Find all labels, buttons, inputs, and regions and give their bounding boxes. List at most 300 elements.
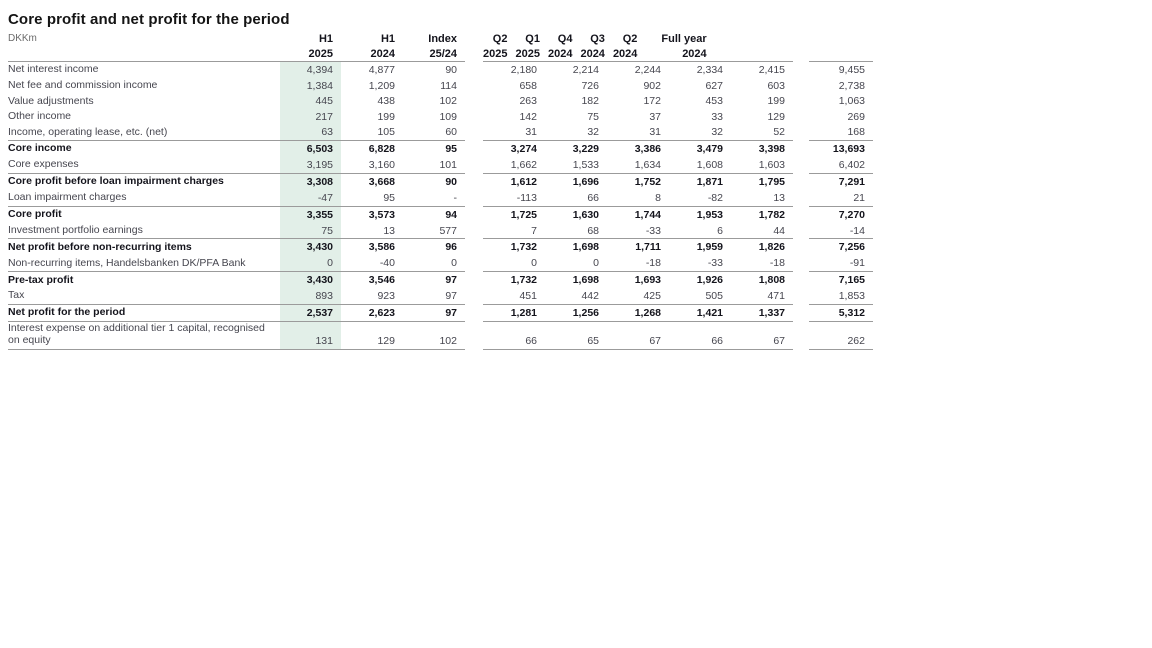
value-cell: 893 xyxy=(280,288,341,303)
column-gap xyxy=(793,256,809,271)
value-cell: 0 xyxy=(280,256,341,271)
value-cell: 0 xyxy=(531,257,537,270)
header-line1: Full year xyxy=(661,33,707,45)
table-row xyxy=(8,321,873,349)
header-line1: H1 xyxy=(318,33,333,45)
value-cell: 0 xyxy=(451,257,457,270)
column-gap xyxy=(793,109,809,124)
value-cell: 66 xyxy=(587,191,599,204)
value-cell: 95 xyxy=(445,143,457,156)
value-cell: 90 xyxy=(445,64,457,77)
value-cell: 172 xyxy=(643,95,661,108)
value-cell: 1,853 xyxy=(838,290,865,303)
row-segment-quarters xyxy=(483,288,793,303)
value-cell: -14 xyxy=(849,224,865,237)
row-segment-quarters xyxy=(483,61,793,78)
value-cell: 5,312 xyxy=(838,307,865,320)
value-cell: 7,291 xyxy=(838,175,865,188)
value-cell: 66 xyxy=(525,335,537,348)
value-cell: 1,698 xyxy=(572,241,599,254)
value-cell: 1,384 xyxy=(280,78,341,93)
value-cell: 13 xyxy=(773,191,785,204)
value-cell: 105 xyxy=(377,126,395,139)
value-cell: 2,623 xyxy=(368,307,395,320)
row-label: Loan impairment charges xyxy=(8,191,127,204)
row-segment-fullyear xyxy=(809,61,873,78)
value-cell: -40 xyxy=(379,257,395,270)
column-gap xyxy=(465,238,483,255)
row-label: Interest expense on additional tier 1 capital, recognised on equity xyxy=(8,322,265,346)
value-cell: -91 xyxy=(849,257,865,270)
value-cell: 1,732 xyxy=(510,241,537,254)
value-cell: 1,268 xyxy=(634,307,661,320)
table-row xyxy=(8,223,873,238)
value-cell: 94 xyxy=(445,208,457,221)
row-segment-quarters xyxy=(483,94,793,109)
value-cell: 52 xyxy=(773,126,785,139)
value-cell: 97 xyxy=(445,307,457,320)
value-cell: 425 xyxy=(643,290,661,303)
value-cell: 263 xyxy=(519,95,537,108)
table-header xyxy=(8,32,873,61)
value-cell: 658 xyxy=(519,80,537,93)
row-segment-quarters xyxy=(483,349,793,350)
row-label: Net interest income xyxy=(8,63,99,76)
row-segment-left xyxy=(8,173,465,190)
table-body xyxy=(8,61,873,349)
row-segment-fullyear xyxy=(809,157,873,172)
value-cell: 902 xyxy=(643,80,661,93)
value-cell: 1,732 xyxy=(510,274,537,287)
row-label: Core profit xyxy=(8,207,62,220)
column-gap xyxy=(465,223,483,238)
value-cell: 6,503 xyxy=(280,141,341,157)
value-cell: 95 xyxy=(383,191,395,204)
value-cell: 442 xyxy=(581,290,599,303)
table-row xyxy=(8,61,873,78)
row-segment-left xyxy=(8,190,465,205)
value-cell: 2,180 xyxy=(510,64,537,77)
row-label: Other income xyxy=(8,110,72,123)
value-cell: 577 xyxy=(439,224,457,237)
value-cell: 262 xyxy=(847,335,865,348)
row-label: Value adjustments xyxy=(8,94,94,107)
row-segment-quarters xyxy=(483,304,793,321)
column-gap xyxy=(793,125,809,140)
value-cell: 129 xyxy=(767,110,785,123)
value-cell: 13 xyxy=(383,224,395,237)
table-row xyxy=(8,94,873,109)
value-cell: 3,195 xyxy=(280,157,341,172)
value-cell: 182 xyxy=(581,95,599,108)
column-gap xyxy=(465,94,483,109)
value-cell: -113 xyxy=(516,191,537,204)
row-label: Net profit before non-recurring items xyxy=(8,240,192,253)
table-row xyxy=(8,304,873,321)
value-cell: 75 xyxy=(587,110,599,123)
header-cell xyxy=(548,32,580,61)
value-cell: 21 xyxy=(853,191,865,204)
value-cell: 1,603 xyxy=(758,159,785,172)
row-label: Core profit before loan impairment charges xyxy=(8,175,224,188)
header-line2: 25/24 xyxy=(429,47,457,60)
value-cell: 13,693 xyxy=(832,143,865,156)
value-cell: 1,281 xyxy=(510,307,537,320)
header-line2: 2024 xyxy=(682,47,707,60)
table-row xyxy=(8,140,873,157)
value-cell: 1,209 xyxy=(368,80,395,93)
column-gap xyxy=(465,109,483,124)
column-gap xyxy=(793,173,809,190)
value-cell: 1,630 xyxy=(572,208,599,221)
value-cell: 1,063 xyxy=(838,95,865,108)
column-gap xyxy=(465,173,483,190)
column-gap xyxy=(793,206,809,223)
row-segment-quarters xyxy=(483,173,793,190)
value-cell: 97 xyxy=(445,274,457,287)
table-row xyxy=(8,173,873,190)
value-cell: 102 xyxy=(439,95,457,108)
row-label: Income, operating lease, etc. (net) xyxy=(8,125,168,138)
value-cell: 199 xyxy=(767,95,785,108)
row-segment-fullyear xyxy=(809,109,873,124)
value-cell: 102 xyxy=(439,335,457,348)
row-segment-quarters xyxy=(483,125,793,140)
header-cell xyxy=(483,32,515,61)
row-segment-fullyear xyxy=(809,125,873,140)
value-cell: 217 xyxy=(280,109,341,124)
row-segment-left xyxy=(8,125,465,140)
value-cell: 1,808 xyxy=(758,274,785,287)
row-segment-quarters xyxy=(483,321,793,349)
value-cell: 6 xyxy=(717,224,723,237)
table-row xyxy=(8,157,873,172)
value-cell: -47 xyxy=(280,190,341,205)
column-gap xyxy=(793,157,809,172)
column-gap xyxy=(465,288,483,303)
value-cell: 1,711 xyxy=(635,241,661,254)
row-segment-fullyear xyxy=(809,223,873,238)
value-cell: 32 xyxy=(711,126,723,139)
value-cell: 4,394 xyxy=(280,62,341,78)
row-label: Non-recurring items, Handelsbanken DK/PFA Bank xyxy=(8,256,246,269)
row-segment-fullyear xyxy=(809,288,873,303)
value-cell: 9,455 xyxy=(838,64,865,77)
value-cell: 1,698 xyxy=(572,274,599,287)
value-cell: 3,274 xyxy=(510,143,537,156)
column-gap xyxy=(465,125,483,140)
row-segment-left xyxy=(8,304,465,321)
value-cell: 37 xyxy=(649,110,661,123)
value-cell: 3,668 xyxy=(368,175,395,188)
value-cell: 7,165 xyxy=(838,274,865,287)
column-gap xyxy=(793,61,809,78)
value-cell: 90 xyxy=(445,175,457,188)
row-segment-quarters xyxy=(483,157,793,172)
value-cell: 75 xyxy=(280,223,341,238)
row-segment-quarters xyxy=(483,256,793,271)
value-cell: 1,926 xyxy=(696,274,723,287)
value-cell: 603 xyxy=(767,80,785,93)
row-segment-fullyear xyxy=(809,304,873,321)
value-cell: 627 xyxy=(705,80,723,93)
row-segment-quarters xyxy=(483,78,793,93)
header-line1: Q2 xyxy=(622,33,638,45)
value-cell: 67 xyxy=(773,335,785,348)
value-cell: 3,160 xyxy=(368,159,395,172)
row-segment-left xyxy=(8,78,465,93)
value-cell: 1,608 xyxy=(696,159,723,172)
header-line1: Q4 xyxy=(557,33,573,45)
value-cell: -18 xyxy=(769,257,785,270)
column-gap xyxy=(793,78,809,93)
value-cell: 129 xyxy=(377,335,395,348)
column-gap xyxy=(465,271,483,288)
table-row xyxy=(8,206,873,223)
table-row xyxy=(8,125,873,140)
row-segment-fullyear xyxy=(809,238,873,255)
row-segment-left xyxy=(8,206,465,223)
value-cell: 0 xyxy=(593,257,599,270)
value-cell: 31 xyxy=(525,126,537,139)
header-line2: 2024 xyxy=(370,47,395,60)
unit-label: DKKm xyxy=(8,33,37,44)
value-cell: 65 xyxy=(587,335,599,348)
value-cell: 96 xyxy=(445,241,457,254)
value-cell: 3,573 xyxy=(368,208,395,221)
column-gap xyxy=(793,304,809,321)
value-cell: 1,871 xyxy=(696,175,723,188)
value-cell: 3,586 xyxy=(368,241,395,254)
column-gap xyxy=(465,304,483,321)
header-line2: 2025 xyxy=(483,47,508,60)
value-cell: 1,725 xyxy=(510,208,537,221)
row-segment-fullyear xyxy=(809,140,873,157)
value-cell: 3,386 xyxy=(634,143,661,156)
row-segment-left xyxy=(8,256,465,271)
value-cell: 168 xyxy=(847,126,865,139)
value-cell: 32 xyxy=(587,126,599,139)
value-cell: 1,826 xyxy=(758,241,785,254)
value-cell: 67 xyxy=(649,335,661,348)
value-cell: 269 xyxy=(847,110,865,123)
header-cell xyxy=(613,32,645,61)
value-cell: 3,308 xyxy=(280,174,341,190)
header-line1: Q2 xyxy=(492,33,508,45)
row-segment-quarters xyxy=(483,271,793,288)
value-cell: 1,634 xyxy=(634,159,661,172)
value-cell: 505 xyxy=(705,290,723,303)
column-gap xyxy=(793,238,809,255)
header-line1: H1 xyxy=(380,33,395,45)
row-segment-left xyxy=(8,94,465,109)
row-segment-fullyear xyxy=(809,173,873,190)
value-cell: 2,415 xyxy=(758,64,785,77)
value-cell: 1,421 xyxy=(696,307,723,320)
header-line2: 2025 xyxy=(515,47,540,60)
header-cell xyxy=(580,32,612,61)
value-cell: 142 xyxy=(519,110,537,123)
row-label: Core income xyxy=(8,142,72,155)
value-cell: 44 xyxy=(773,224,785,237)
value-cell: 1,612 xyxy=(510,175,537,188)
value-cell: 1,782 xyxy=(758,208,785,221)
header-line1: Q1 xyxy=(525,33,540,45)
value-cell: 8 xyxy=(655,191,661,204)
row-segment-left xyxy=(8,157,465,172)
table-row xyxy=(8,288,873,303)
value-cell: 451 xyxy=(519,290,537,303)
header-line2: 2024 xyxy=(612,47,638,60)
value-cell: 6,828 xyxy=(368,143,395,156)
value-cell: 101 xyxy=(439,159,457,172)
column-gap xyxy=(793,140,809,157)
table-row xyxy=(8,256,873,271)
value-cell: 63 xyxy=(280,125,341,140)
column-gap xyxy=(793,288,809,303)
header-cell xyxy=(280,32,341,61)
value-cell: 60 xyxy=(445,126,457,139)
value-cell: 2,214 xyxy=(572,64,599,77)
row-segment-left xyxy=(8,109,465,124)
value-cell: 3,430 xyxy=(280,239,341,255)
column-gap xyxy=(465,256,483,271)
header-line1: Index xyxy=(428,33,457,45)
row-segment-left xyxy=(8,321,465,349)
value-cell: 471 xyxy=(767,290,785,303)
row-segment-left xyxy=(8,238,465,255)
row-segment-left xyxy=(8,61,465,78)
row-label: Pre-tax profit xyxy=(8,273,74,286)
value-cell: 2,244 xyxy=(634,64,661,77)
value-cell: 438 xyxy=(377,95,395,108)
value-cell: 3,430 xyxy=(280,272,341,288)
column-gap xyxy=(793,321,809,349)
value-cell: 7 xyxy=(531,224,537,237)
column-gap xyxy=(793,190,809,205)
value-cell: 726 xyxy=(581,80,599,93)
value-cell: -33 xyxy=(645,224,661,237)
value-cell: 1,696 xyxy=(572,175,599,188)
column-gap xyxy=(465,321,483,349)
core-profit-table xyxy=(8,10,873,349)
table-row xyxy=(8,78,873,93)
row-label: Net profit for the period xyxy=(8,306,126,319)
row-segment-fullyear xyxy=(809,256,873,271)
row-segment-left xyxy=(8,271,465,288)
value-cell: 4,877 xyxy=(368,64,395,77)
table-row xyxy=(8,238,873,255)
header-cell xyxy=(515,32,547,61)
table-title: Core profit and net profit for the period xyxy=(8,11,290,28)
row-segment-fullyear xyxy=(809,94,873,109)
row-segment-quarters xyxy=(483,238,793,255)
row-segment-fullyear xyxy=(809,321,873,349)
column-gap xyxy=(465,140,483,157)
column-gap xyxy=(793,271,809,288)
value-cell: 97 xyxy=(445,290,457,303)
value-cell: 66 xyxy=(711,335,723,348)
header-cell xyxy=(661,32,714,61)
value-cell: 109 xyxy=(439,110,457,123)
row-segment-fullyear xyxy=(809,349,873,350)
value-cell: 31 xyxy=(649,126,661,139)
row-label: Net fee and commission income xyxy=(8,79,158,92)
row-segment-quarters xyxy=(483,206,793,223)
column-gap xyxy=(465,61,483,78)
header-line2: 2024 xyxy=(580,47,605,60)
row-label: Investment portfolio earnings xyxy=(8,223,143,236)
row-segment-left xyxy=(8,223,465,238)
row-segment-fullyear xyxy=(809,206,873,223)
value-cell: -33 xyxy=(707,257,723,270)
value-cell: 1,533 xyxy=(572,159,599,172)
value-cell: 7,270 xyxy=(838,208,865,221)
header-line2: 2024 xyxy=(547,47,573,60)
column-gap xyxy=(465,190,483,205)
table-row xyxy=(8,271,873,288)
value-cell: 3,479 xyxy=(696,143,723,156)
row-segment-fullyear xyxy=(809,78,873,93)
row-segment-left xyxy=(8,140,465,157)
value-cell: 1,752 xyxy=(634,175,661,188)
value-cell: 1,693 xyxy=(634,274,661,287)
row-label: Core expenses xyxy=(8,158,79,171)
value-cell: -18 xyxy=(645,257,661,270)
value-cell: 3,229 xyxy=(572,143,599,156)
value-cell: 131 xyxy=(280,322,341,349)
header-cell xyxy=(341,32,403,61)
header-cell xyxy=(403,32,465,61)
value-cell: 1,795 xyxy=(758,175,785,188)
row-segment-quarters xyxy=(483,140,793,157)
value-cell: 1,959 xyxy=(696,241,723,254)
value-cell: 3,398 xyxy=(758,143,785,156)
value-cell: -82 xyxy=(707,191,723,204)
value-cell: 1,337 xyxy=(758,307,785,320)
value-cell: 199 xyxy=(377,110,395,123)
row-segment-quarters xyxy=(483,223,793,238)
value-cell: 445 xyxy=(280,94,341,109)
column-gap xyxy=(793,223,809,238)
value-cell: 68 xyxy=(587,224,599,237)
value-cell: 1,953 xyxy=(696,208,723,221)
column-gap xyxy=(465,206,483,223)
value-cell: 3,546 xyxy=(368,274,395,287)
value-cell: 7,256 xyxy=(838,241,865,254)
column-gap xyxy=(793,94,809,109)
value-cell: 1,744 xyxy=(634,208,661,221)
row-segment-left xyxy=(8,349,465,350)
value-cell: 33 xyxy=(711,110,723,123)
value-cell: 2,537 xyxy=(280,305,341,321)
value-cell: 114 xyxy=(440,80,457,93)
value-cell: 923 xyxy=(377,290,395,303)
row-segment-left xyxy=(8,288,465,303)
column-gap xyxy=(465,78,483,93)
row-label: Tax xyxy=(8,289,25,302)
value-cell: 3,355 xyxy=(280,207,341,223)
row-segment-fullyear xyxy=(809,271,873,288)
value-cell: 453 xyxy=(705,95,723,108)
value-cell: 6,402 xyxy=(838,159,865,172)
row-segment-quarters xyxy=(483,190,793,205)
value-cell: 1,662 xyxy=(510,159,537,172)
value-cell: - xyxy=(453,191,457,204)
header-line1: Q3 xyxy=(590,33,605,45)
row-segment-quarters xyxy=(483,109,793,124)
row-segment-fullyear xyxy=(809,190,873,205)
